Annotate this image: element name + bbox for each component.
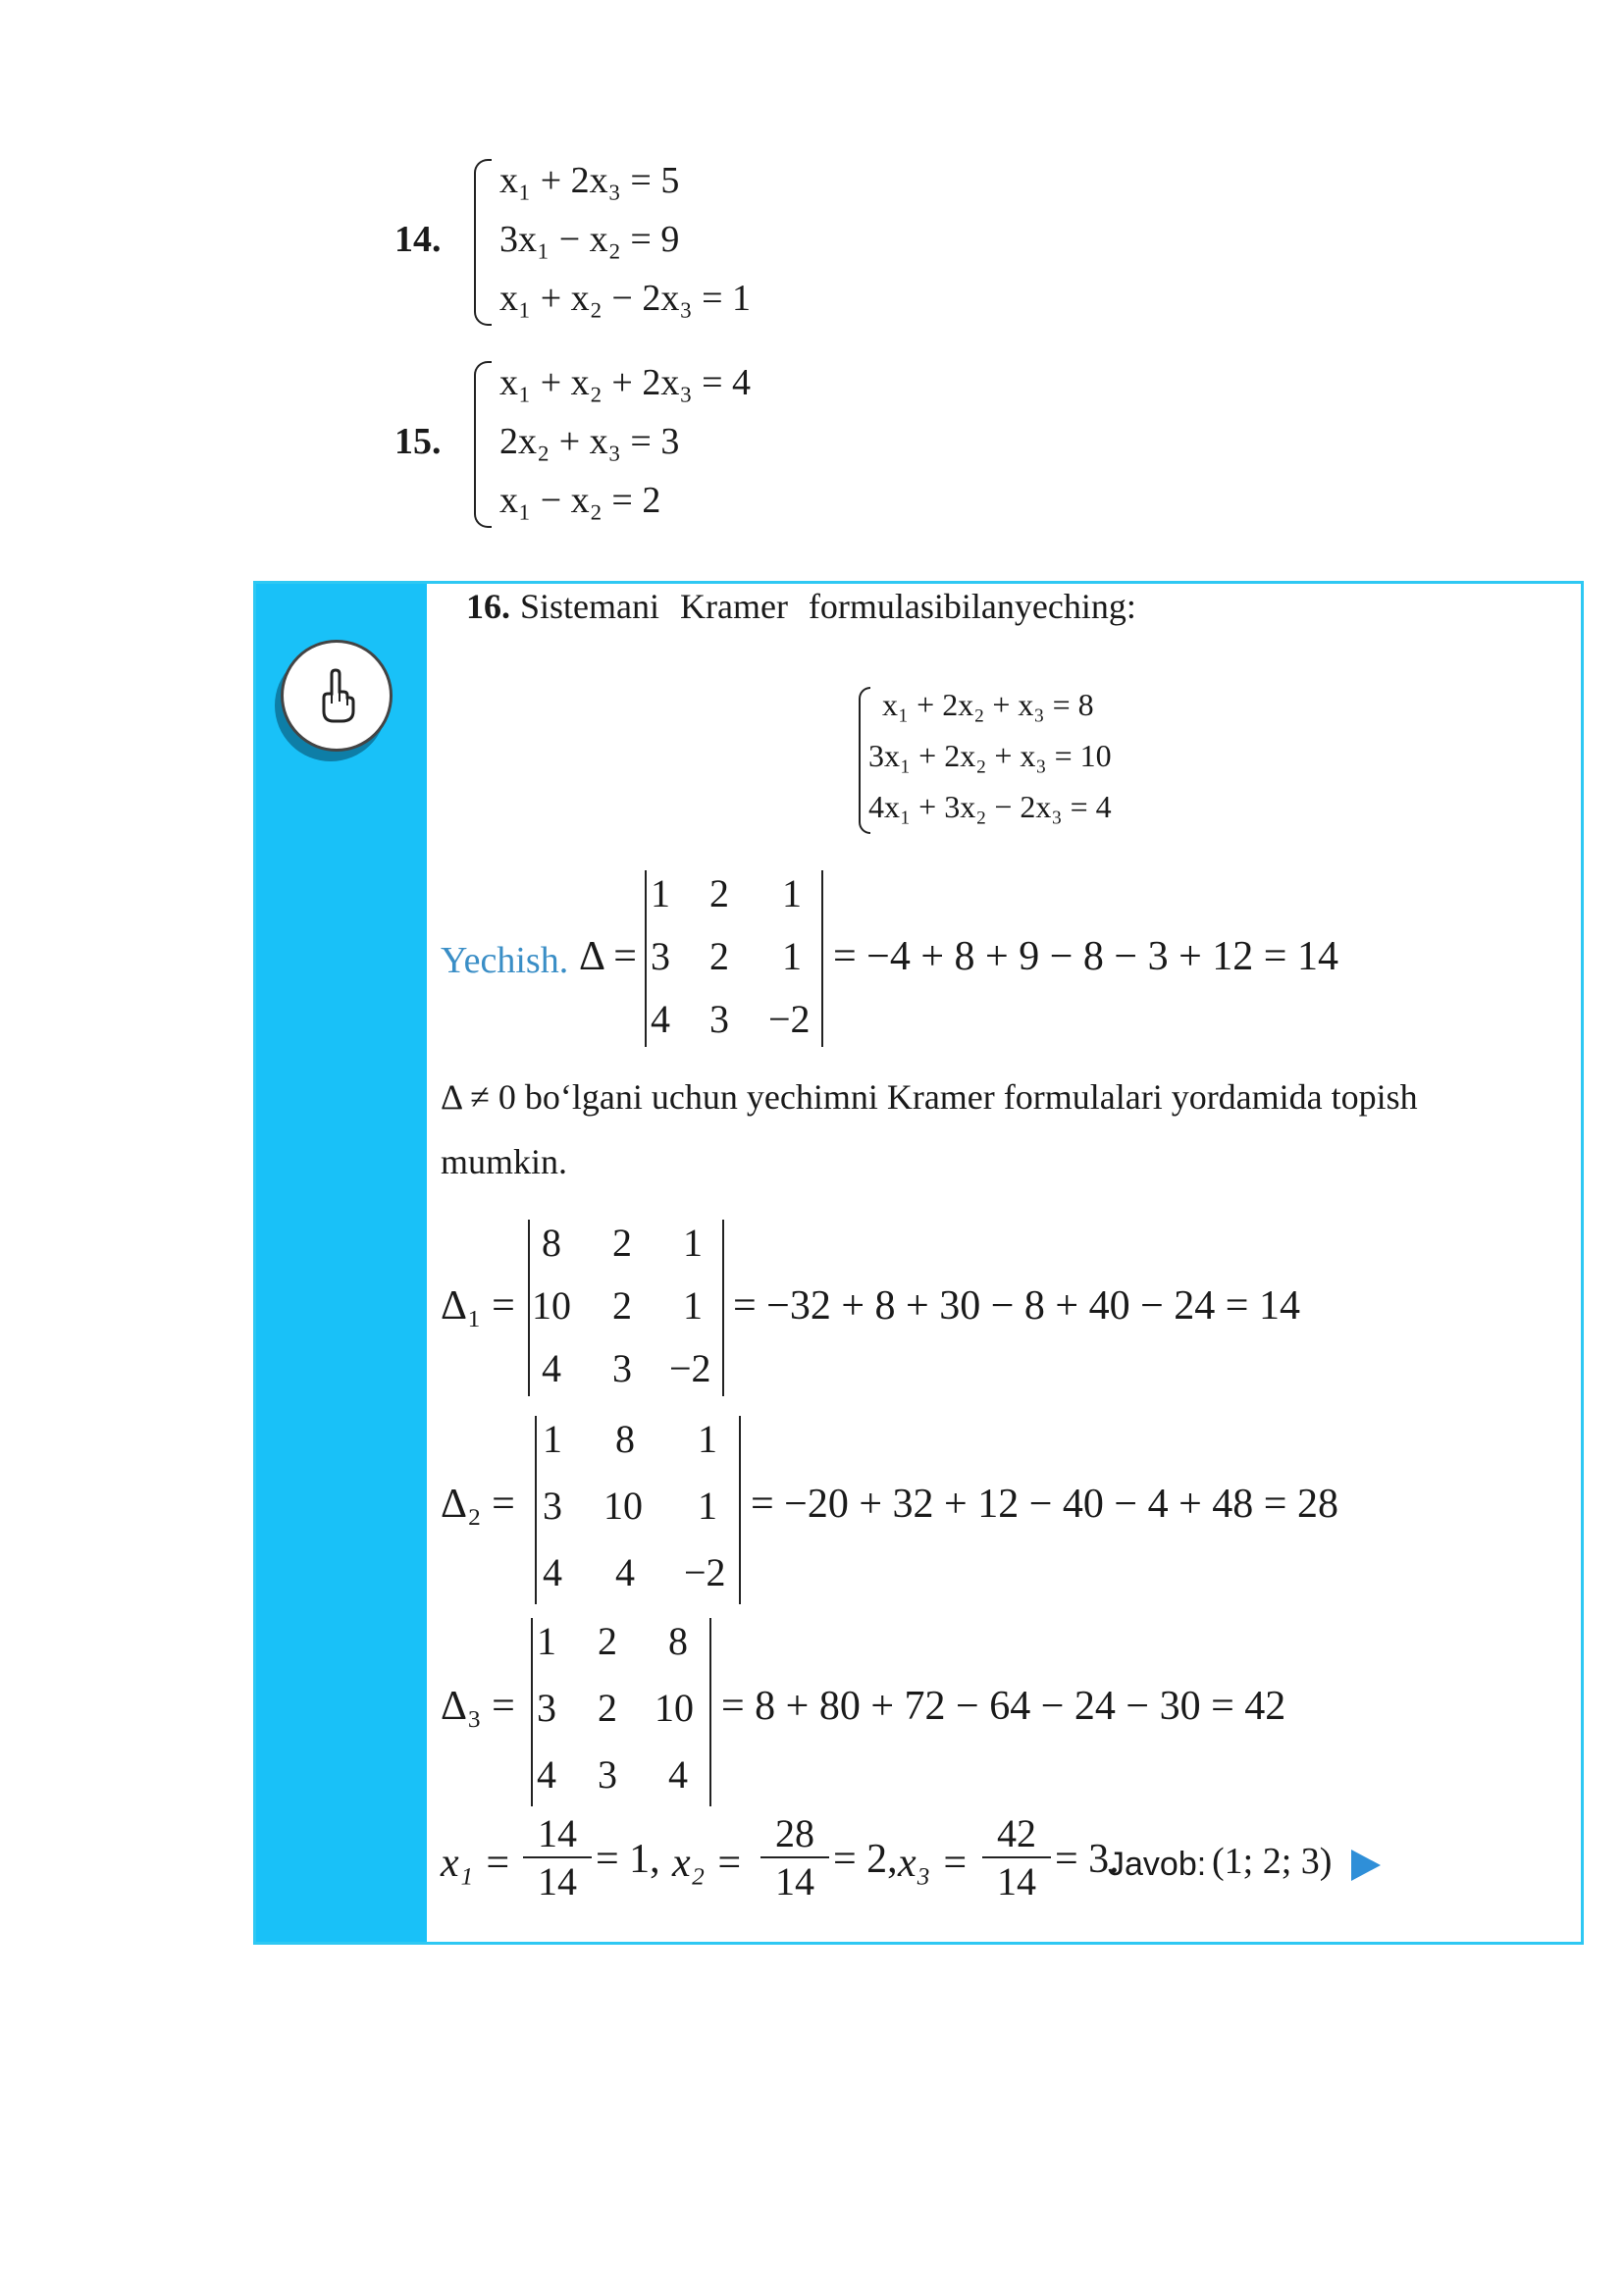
system-brace bbox=[474, 159, 492, 326]
x3-fraction bbox=[982, 1810, 1051, 1904]
problem-16-panel bbox=[253, 581, 1584, 1945]
equation: x₁ + x₂ + 2x₃ = 4 bbox=[499, 362, 752, 403]
system-brace bbox=[474, 361, 492, 528]
matrix-cell: 3 bbox=[651, 934, 670, 978]
equation: x₁ + x₂ − 2x₃ = 1 bbox=[499, 278, 752, 319]
matrix-cell: 1 bbox=[537, 1619, 556, 1663]
equation: x₁ + 2x₃ = 5 bbox=[499, 160, 680, 201]
delta-label: Δ = bbox=[579, 934, 637, 979]
pointing-finger-icon bbox=[281, 640, 393, 752]
matrix-cell: 10 bbox=[532, 1283, 571, 1328]
problem-14-system bbox=[474, 159, 768, 326]
matrix-cell: 4 bbox=[542, 1346, 561, 1390]
x2-value: = 2, bbox=[833, 1837, 898, 1882]
matrix-cell: 1 bbox=[698, 1484, 717, 1528]
x3-denominator: 14 bbox=[997, 1859, 1036, 1904]
delta3-determinant bbox=[531, 1618, 711, 1806]
x3-value: = 3. bbox=[1055, 1837, 1120, 1882]
problem-16-system bbox=[859, 687, 1173, 834]
matrix-cell: 1 bbox=[651, 871, 670, 915]
solution-label: Yechish. bbox=[441, 940, 569, 981]
equation: x₁ + 2x₂ + x₃ = 8 bbox=[882, 687, 1094, 722]
matrix-cell: 3 bbox=[537, 1686, 556, 1730]
problem-15-system bbox=[474, 361, 768, 528]
matrix-cell: 2 bbox=[709, 871, 729, 915]
x1-numerator: 14 bbox=[523, 1810, 592, 1858]
note-line-1: Δ ≠ 0 bo‘lgani uchun yechimni Kramer formulalari yordamida topish bbox=[441, 1077, 1418, 1117]
task-title bbox=[466, 586, 1136, 627]
matrix-cell: −2 bbox=[684, 1550, 726, 1594]
matrix-cell: 1 bbox=[683, 1283, 703, 1328]
answer-label: Javob: bbox=[1108, 1846, 1207, 1883]
matrix-cell: 3 bbox=[598, 1752, 617, 1797]
equation: 2x₂ + x₃ = 3 bbox=[499, 421, 680, 462]
matrix-cell: 1 bbox=[782, 871, 802, 915]
matrix-cell: 4 bbox=[543, 1550, 562, 1594]
matrix-cell: 1 bbox=[543, 1417, 562, 1461]
x1-value: = 1, bbox=[596, 1837, 660, 1882]
x1-fraction bbox=[523, 1810, 592, 1904]
matrix-cell: 2 bbox=[709, 934, 729, 978]
matrix-cell: 1 bbox=[782, 934, 802, 978]
matrix-cell: 2 bbox=[612, 1283, 632, 1328]
matrix-cell: 8 bbox=[615, 1417, 635, 1461]
matrix-cell: 2 bbox=[598, 1619, 617, 1663]
matrix-cell: 3 bbox=[543, 1484, 562, 1528]
x2-denominator: 14 bbox=[775, 1859, 814, 1904]
matrix-cell: 8 bbox=[668, 1619, 688, 1663]
matrix-cell: 1 bbox=[683, 1221, 703, 1265]
matrix-cell: 2 bbox=[598, 1686, 617, 1730]
note-line-2: mumkin. bbox=[441, 1142, 568, 1181]
matrix-cell: −2 bbox=[669, 1346, 711, 1390]
x1-denominator: 14 bbox=[538, 1859, 577, 1904]
delta2-label: Δ₂ = bbox=[441, 1482, 515, 1527]
matrix-cell: 4 bbox=[651, 997, 670, 1041]
delta2-result: = −20 + 32 + 12 − 40 − 4 + 48 = 28 bbox=[751, 1482, 1338, 1527]
equation: 3x₁ + 2x₂ + x₃ = 10 bbox=[868, 738, 1112, 773]
problem-14-number: 14. bbox=[394, 219, 442, 260]
delta3-label: Δ₃ = bbox=[441, 1684, 515, 1729]
play-triangle-icon bbox=[1351, 1850, 1381, 1881]
matrix-cell: 10 bbox=[603, 1484, 643, 1528]
matrix-cell: 10 bbox=[655, 1686, 694, 1730]
answer-value: (1; 2; 3) bbox=[1212, 1841, 1333, 1882]
panel-content bbox=[427, 584, 1581, 1942]
equation: 3x₁ − x₂ = 9 bbox=[499, 219, 680, 260]
matrix-cell: −2 bbox=[768, 997, 811, 1041]
x2-numerator: 28 bbox=[760, 1810, 829, 1858]
delta2-determinant bbox=[535, 1416, 741, 1604]
matrix-cell: 1 bbox=[698, 1417, 717, 1461]
delta1-determinant bbox=[528, 1220, 724, 1396]
matrix-cell: 4 bbox=[615, 1550, 635, 1594]
matrix-cell: 4 bbox=[668, 1752, 688, 1797]
delta-determinant bbox=[645, 870, 823, 1047]
matrix-cell: 8 bbox=[542, 1221, 561, 1265]
equation: 4x₁ + 3x₂ − 2x₃ = 4 bbox=[868, 789, 1112, 824]
x2-label: x₂ = bbox=[672, 1841, 744, 1886]
task-instruction: Sistemani Kramer formulasibilanyeching: bbox=[520, 587, 1136, 626]
problem-16-number: 16. bbox=[466, 587, 510, 626]
problem-15-number: 15. bbox=[394, 421, 442, 462]
delta-result: = −4 + 8 + 9 − 8 − 3 + 12 = 14 bbox=[833, 934, 1338, 979]
x3-numerator: 42 bbox=[982, 1810, 1051, 1858]
delta3-result: = 8 + 80 + 72 − 64 − 24 − 30 = 42 bbox=[721, 1684, 1286, 1729]
delta1-result: = −32 + 8 + 30 − 8 + 40 − 24 = 14 bbox=[733, 1283, 1300, 1329]
panel-sidebar bbox=[256, 584, 427, 1942]
x1-label: x₁ = bbox=[441, 1841, 512, 1886]
matrix-cell: 4 bbox=[537, 1752, 556, 1797]
x3-label: x₃ = bbox=[898, 1841, 969, 1886]
x2-fraction bbox=[760, 1810, 829, 1904]
delta1-label: Δ₁ = bbox=[441, 1283, 515, 1329]
matrix-cell: 3 bbox=[612, 1346, 632, 1390]
matrix-cell: 3 bbox=[709, 997, 729, 1041]
matrix-cell: 2 bbox=[612, 1221, 632, 1265]
equation: x₁ − x₂ = 2 bbox=[499, 480, 661, 521]
